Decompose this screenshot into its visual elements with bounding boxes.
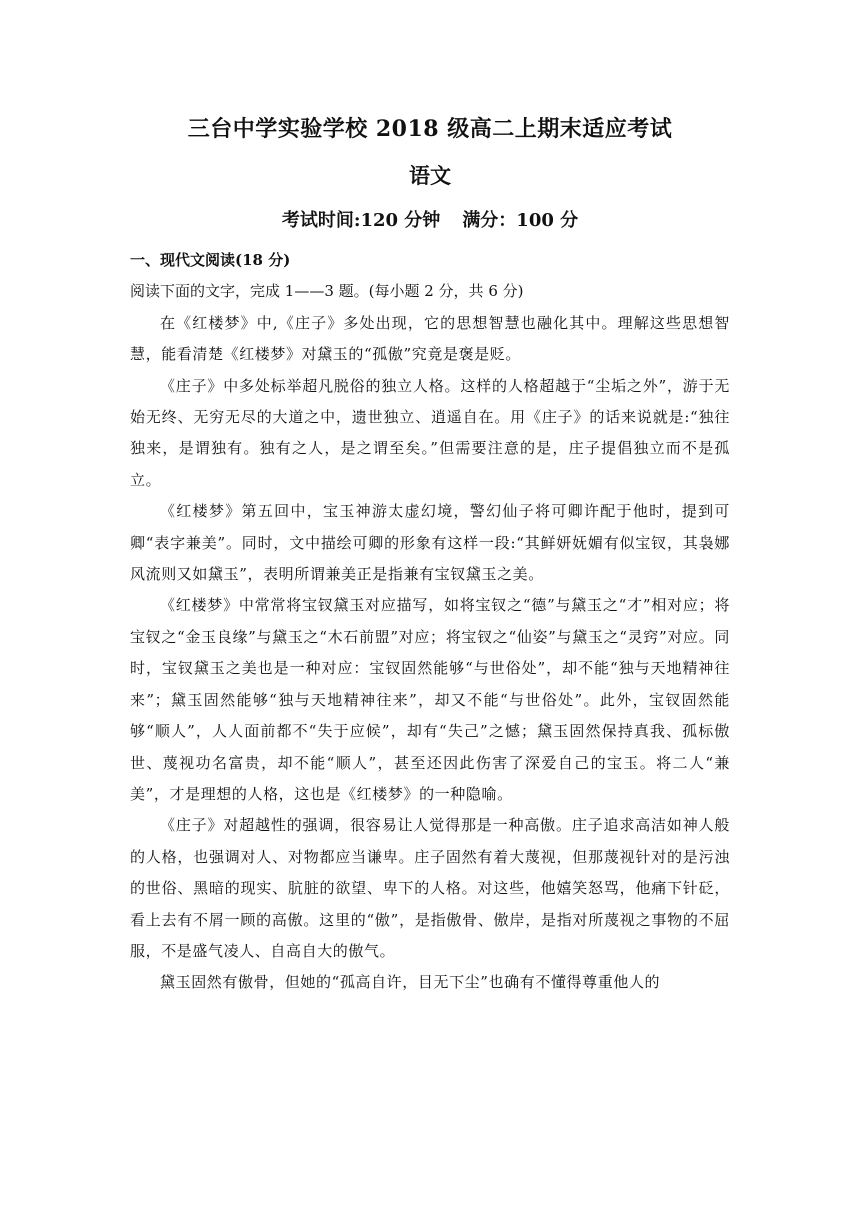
exam-time: 考试时间:120 分钟 — [281, 210, 441, 231]
section-heading: 一、现代文阅读(18 分) — [130, 251, 291, 269]
reading-section — [130, 245, 730, 999]
exam-info — [0, 206, 860, 232]
passage-paragraph: 《庄子》对超越性的强调，很容易让人觉得那是一种高傲。庄子追求高洁如神人般的人格，也强调对人、对物都应当谦卑。庄子固然有着大蔑视，但那蔑视针对的是污浊的世俗、黑暗的现实、肮脏的欲望、卑下的人格。对这些，他嬉笑怒骂，他痛下针砭，看上去有不屑一顾的高傲。这里的“傲”，是指傲骨、傲岸，是指对所蔑视之事物的不屈服，不是盛气凌人、自高自大的傲气。 — [130, 816, 730, 960]
exam-title: 三台中学实验学校 2018 级高二上期末适应考试 — [187, 116, 673, 142]
subject-title: 语文 — [409, 163, 451, 188]
passage-paragraph: 《红楼梦》中常常将宝钗黛玉对应描写，如将宝钗之“德”与黛玉之“才”相对应；将宝钗之“金玉良缘”与黛玉之“木石前盟”对应；将宝钗之“仙姿”与黛玉之“灵窍”对应。同时，宝钗黛玉之美也是一种对应：宝钗固然能够“与世俗处”，却不能“独与天地精神往来”；黛玉固然能够“独与天地精神往来”，却又不能“与世俗处”。此外，宝钗固然能够“顺人”，人人面前都不“失于应候”，却有“失己”之憾；黛玉固然保持真我、孤标傲世、蔑视功名富贵，却不能“顺人”，甚至还因此伤害了深爱自己的宝玉。将二人“兼美”，才是理想的人格，这也是《红楼梦》的一种隐喻。 — [130, 596, 730, 803]
full-score: 满分：100 分 — [462, 210, 579, 231]
passage-paragraph: 在《红楼梦》中,《庄子》多处出现，它的思想智慧也融化其中。理解这些思想智慧，能看清楚《红楼梦》对黛玉的“孤傲”究竟是褒是贬。 — [130, 313, 730, 364]
passage-paragraph: 黛玉固然有傲骨，但她的“孤高自许，目无下尘”也确有不懂得尊重他人的 — [160, 973, 661, 992]
passage-paragraph: 《庄子》中多处标举超凡脱俗的独立人格。这样的人格超越于“尘垢之外”，游于无始无终、无穷无尽的大道之中，遗世独立、逍遥自在。用《庄子》的话来说就是:“独往独来，是谓独有。独有之人，是之谓至矣。”但需要注意的是，庄子提倡独立而不是孤立。 — [130, 376, 730, 489]
section-instruction: 阅读下面的文字，完成 1——3 题。(每小题 2 分，共 6 分) — [130, 282, 524, 301]
passage-paragraph: 《红楼梦》第五回中，宝玉神游太虚幻境，警幻仙子将可卿许配于他时，提到可卿“表字兼美”。同时，文中描绘可卿的形象有这样一段:“其鲜妍妩媚有似宝钗，其袅娜风流则又如黛玉”，表明所谓兼美正是指兼有宝钗黛玉之美。 — [130, 502, 730, 584]
